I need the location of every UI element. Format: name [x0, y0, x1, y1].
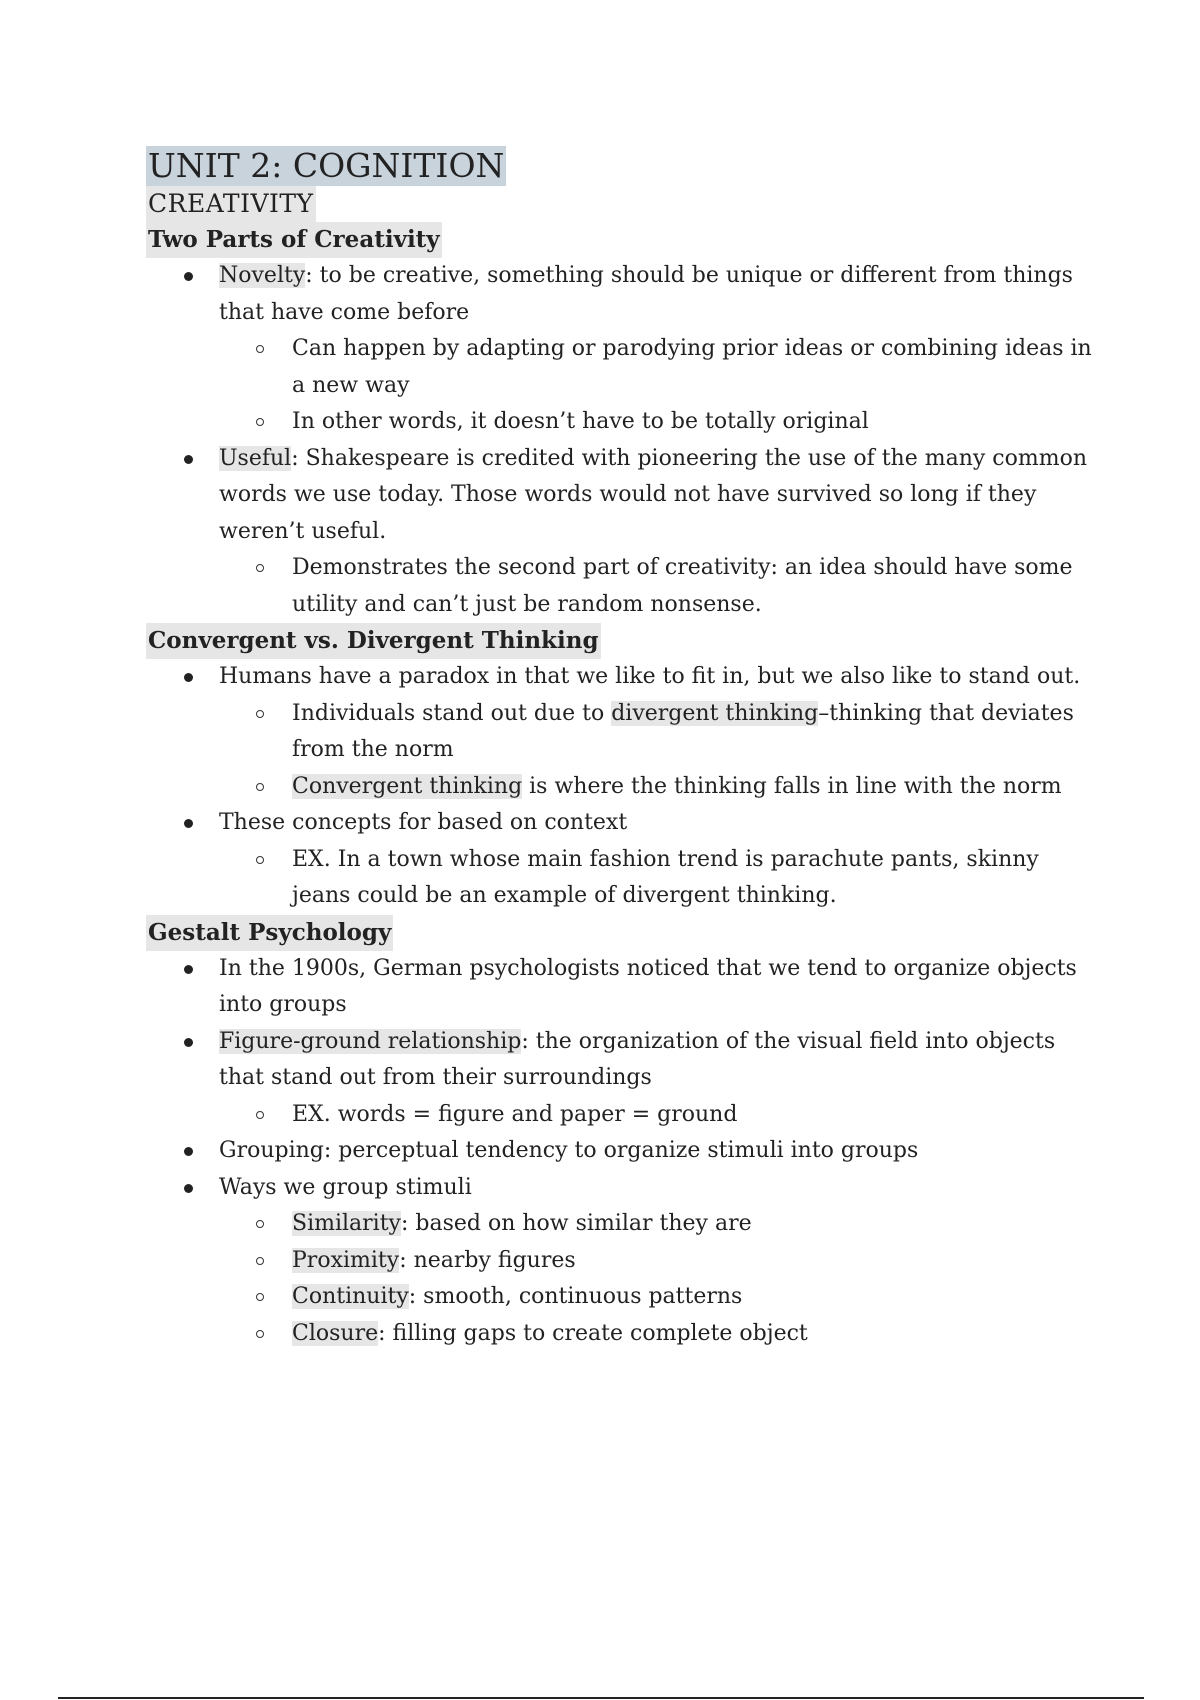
term: Useful: [219, 445, 292, 471]
term: Similarity: [292, 1211, 401, 1236]
section-two-parts-of-creativity: [146, 222, 1096, 623]
bullet-icon: [184, 1184, 193, 1193]
bullet-icon: [184, 272, 193, 281]
hollow-bullet-icon: [256, 1257, 264, 1265]
hollow-bullet-icon: [256, 564, 264, 572]
hollow-bullet-icon: [256, 1220, 264, 1228]
term: Convergent thinking: [292, 773, 523, 799]
term: Continuity: [292, 1284, 409, 1309]
hollow-bullet-icon: [256, 856, 264, 864]
item-text: These concepts for based on context: [219, 810, 628, 835]
hollow-bullet-icon: [256, 418, 264, 426]
list-item: [219, 1206, 1096, 1243]
list-item: [219, 550, 1096, 623]
item-text: –thinking that deviates from the norm: [292, 700, 1074, 762]
footer-divider: [58, 1697, 1144, 1699]
hollow-bullet-icon: [256, 345, 264, 353]
document-page: [146, 146, 1096, 1352]
hollow-bullet-icon: [256, 1111, 264, 1119]
hollow-bullet-icon: [256, 783, 264, 791]
sub-bullet-list: [219, 550, 1096, 623]
item-text: In other words, it doesn’t have to be totally original: [292, 409, 869, 434]
bullet-list: [146, 659, 1096, 915]
term: divergent thinking: [611, 700, 819, 726]
bullet-icon: [184, 1147, 193, 1156]
section-title: CREATIVITY: [146, 186, 316, 222]
item-text: : smooth, continuous patterns: [408, 1284, 743, 1309]
item-text: : to be creative, something should be unique or different from things that have come before: [219, 263, 1073, 325]
item-text: : nearby figures: [399, 1247, 576, 1273]
item-text: : Shakespeare is credited with pioneering the use of the many common words we use today. Those words would not have survived so long if they weren’t useful.: [219, 445, 1087, 544]
sub-bullet-list: [219, 1206, 1096, 1352]
list-item: [219, 696, 1096, 769]
hollow-bullet-icon: [256, 1330, 264, 1338]
hollow-bullet-icon: [256, 710, 264, 718]
section-heading: Convergent vs. Divergent Thinking: [146, 623, 601, 659]
hollow-bullet-icon: [256, 1293, 264, 1301]
section-convergent-divergent: [146, 623, 1096, 915]
item-text: Can happen by adapting or parodying prior ideas or combining ideas in a new way: [292, 336, 1092, 398]
item-text: In the 1900s, German psychologists noticed that we tend to organize objects into groups: [219, 955, 1077, 1017]
section-heading: Two Parts of Creativity: [146, 222, 442, 258]
list-item: [146, 441, 1096, 624]
list-item: [219, 1279, 1096, 1316]
term: Novelty: [219, 263, 306, 288]
item-text: EX. In a town whose main fashion trend is parachute pants, skinny jeans could be an example of divergent thinking.: [292, 846, 1039, 908]
list-item: [219, 404, 1096, 441]
bullet-icon: [184, 673, 193, 682]
list-item: [219, 1097, 1096, 1134]
item-text: Demonstrates the second part of creativity: an idea should have some utility and can’t just be random nonsense.: [292, 555, 1073, 617]
sub-bullet-list: [219, 842, 1096, 915]
term: Figure-ground relationship: [219, 1028, 522, 1054]
bullet-icon: [184, 819, 193, 828]
sub-bullet-list: [219, 331, 1096, 441]
list-item: [146, 258, 1096, 441]
list-item: [146, 1170, 1096, 1353]
list-item: [219, 331, 1096, 404]
list-item: [146, 1024, 1096, 1134]
unit-title: UNIT 2: COGNITION: [148, 146, 505, 185]
bullet-list: [146, 951, 1096, 1353]
item-text: Ways we group stimuli: [219, 1174, 472, 1200]
list-item: [219, 1243, 1096, 1280]
list-item: [219, 769, 1096, 806]
item-text: Grouping: perceptual tendency to organize stimuli into groups: [219, 1138, 919, 1163]
item-text: is where the thinking falls in line with the norm: [522, 773, 1062, 799]
bullet-icon: [184, 1038, 193, 1047]
term: Proximity: [292, 1247, 400, 1273]
item-text: : filling gaps to create complete object: [378, 1320, 808, 1346]
sub-bullet-list: [219, 696, 1096, 806]
bullet-icon: [184, 965, 193, 974]
bullet-icon: [184, 455, 193, 464]
bullet-list: [146, 258, 1096, 623]
sub-bullet-list: [219, 1097, 1096, 1134]
item-text: : based on how similar they are: [400, 1211, 752, 1236]
item-text: Humans have a paradox in that we like to fit in, but we also like to stand out.: [219, 664, 1081, 689]
item-text: : the organization of the visual field into objects that stand out from their surroundings: [219, 1028, 1056, 1090]
section-heading: Gestalt Psychology: [146, 915, 393, 951]
list-item: [146, 951, 1096, 1024]
list-item: [219, 842, 1096, 915]
item-text: EX. words = figure and paper = ground: [292, 1101, 738, 1127]
list-item: [146, 1133, 1096, 1170]
list-item: [219, 1316, 1096, 1353]
list-item: [146, 805, 1096, 915]
item-pre-text: Individuals stand out due to: [292, 700, 612, 726]
section-gestalt-psychology: [146, 915, 1096, 1353]
term: Closure: [292, 1320, 379, 1346]
list-item: [146, 659, 1096, 805]
